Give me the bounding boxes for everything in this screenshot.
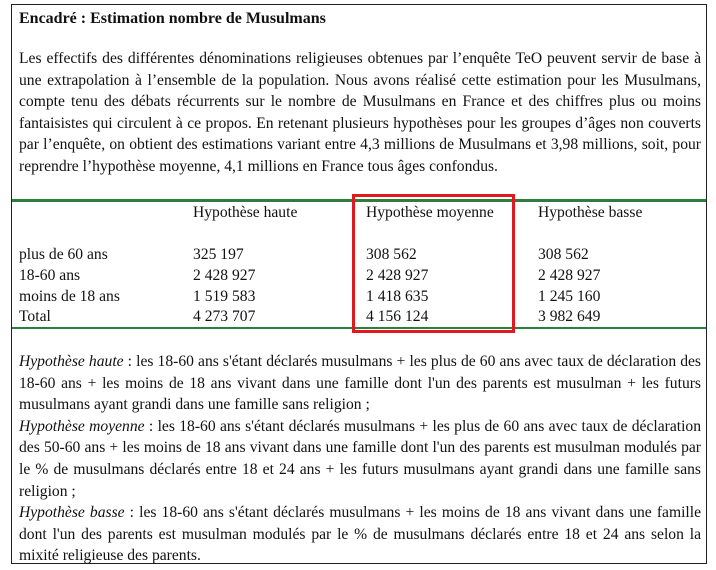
row-label: 18-60 ans bbox=[19, 267, 81, 284]
cell-haute: 1 519 583 bbox=[193, 288, 256, 305]
cell-moyenne: 1 418 635 bbox=[366, 288, 429, 305]
insert-title: Encadré : Estimation nombre de Musulmans bbox=[19, 10, 326, 27]
note-moyenne bbox=[19, 416, 701, 502]
cell-basse: 308 562 bbox=[538, 246, 589, 263]
cell-basse: 1 245 160 bbox=[538, 288, 601, 305]
cell-haute: 325 197 bbox=[193, 246, 244, 263]
hypotheses-notes bbox=[19, 351, 701, 567]
cell-haute: 2 428 927 bbox=[193, 267, 256, 284]
note-text: : les 18-60 ans s'étant déclarés musulmans + les plus de 60 ans avec taux de déclaration des 18-60 ans + les moins de 18 ans vivant dans une famille dont l'un des parents est musulman + les futurs musulmans ayant grandi dans une famille sans religion ; bbox=[19, 353, 702, 414]
header-hypothese-moyenne: Hypothèse moyenne bbox=[366, 204, 494, 221]
row-label-total: Total bbox=[19, 308, 51, 325]
note-term: Hypothèse basse bbox=[19, 504, 125, 522]
cell-basse: 3 982 649 bbox=[538, 308, 601, 325]
note-haute bbox=[19, 351, 701, 416]
header-hypothese-haute: Hypothèse haute bbox=[193, 204, 298, 221]
note-basse bbox=[19, 502, 701, 567]
highlight-box-hypothese-moyenne bbox=[352, 194, 515, 333]
note-term: Hypothèse moyenne bbox=[19, 417, 145, 435]
cell-moyenne: 2 428 927 bbox=[366, 267, 429, 284]
note-term: Hypothèse haute bbox=[19, 353, 124, 370]
cell-basse: 2 428 927 bbox=[538, 267, 601, 284]
cell-haute: 4 273 707 bbox=[193, 308, 256, 325]
cell-moyenne: 4 156 124 bbox=[366, 308, 429, 325]
cell-moyenne: 308 562 bbox=[366, 246, 417, 263]
intro-paragraph: Les effectifs des différentes dénominations religieuses obtenues par l’enquête TeO peuvent servir de base à une extrapolation à l’ensemble de la population. Nous avons réalisé cette estimation pour les Musulmans, compte tenu des débats récurrents sur le nombre de Musulmans en France et des chiffres plus ou moins fantaisistes qui circulent à ce propos. En retenant plusieurs hypothèses pour les groupes d’âges non couverts par l’enquête, on obtient des estimations variant entre 4,3 millions de Musulmans et 3,98 millions, soit, pour reprendre l’hypothèse moyenne, 4,1 millions en France tous âges confondus. bbox=[19, 50, 701, 175]
row-label: plus de 60 ans bbox=[19, 246, 108, 263]
row-label: moins de 18 ans bbox=[19, 288, 120, 305]
header-hypothese-basse: Hypothèse basse bbox=[538, 204, 643, 221]
note-text: : les 18-60 ans s'étant déclarés musulmans + les moins de 18 ans vivant dans une famille dont l'un des parents est musulman modulés par le % de musulmans déclarés entre 18 et 24 ans selon la mixité religieuse des parents. bbox=[19, 504, 701, 565]
note-text: : les 18-60 ans s'étant déclarés musulmans + les plus de 60 ans avec taux de déclaration des 50-60 ans + les moins de 18 ans vivant dans une famille dont l'un des parents est musulman modulés par le % de musulmans déclarés entre 18 et 24 ans + les futurs musulmans ayant grandi dans une famille sans religion ; bbox=[19, 417, 701, 500]
